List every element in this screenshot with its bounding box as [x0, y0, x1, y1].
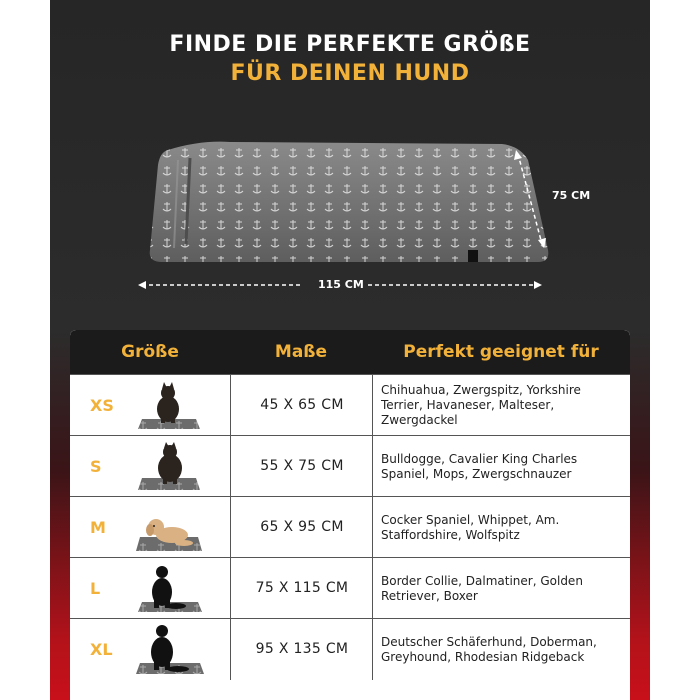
suitable-breeds: Cocker Spaniel, Whippet, Am. Staffordshire, Wolfspitz — [381, 512, 560, 542]
size-code: S — [90, 457, 102, 476]
size-code: XL — [90, 640, 113, 659]
table-row — [70, 374, 630, 435]
suitable-breeds: Bulldogge, Cavalier King Charles Spaniel, Mops, Zwergschnauzer — [381, 451, 578, 481]
measure-value: 45 X 65 CM — [260, 397, 344, 413]
header-suitable: Perfekt geeignet für — [403, 342, 599, 362]
large-black-dog-icon — [134, 564, 206, 614]
large-black-dog-icon — [134, 625, 206, 675]
small-dark-dog-icon — [134, 442, 206, 492]
table-row — [70, 618, 630, 679]
table-row — [70, 435, 630, 496]
header-size: Größe — [121, 342, 179, 362]
measure-value: 55 X 75 CM — [260, 458, 344, 474]
suitable-breeds: Border Collie, Dalmatiner, Golden Retriever, Boxer — [381, 573, 583, 603]
lying-light-dog-icon — [134, 503, 206, 553]
suitable-breeds: Chihuahua, Zwergspitz, Yorkshire Terrier, Havaneser, Malteser, Zwergdackel — [381, 383, 581, 427]
measure-value: 65 X 95 CM — [260, 519, 344, 535]
product-illustration — [50, 0, 650, 330]
table-header — [70, 330, 630, 374]
table-row — [70, 496, 630, 557]
width-label: 115 CM — [318, 278, 364, 291]
table-row — [70, 557, 630, 618]
size-table — [70, 330, 630, 700]
headline-line-1: FINDE DIE PERFEKTE GRÖßE — [169, 32, 531, 57]
depth-label: 75 CM — [552, 189, 591, 202]
header-measure: Maße — [274, 342, 328, 362]
size-code: XS — [90, 396, 114, 415]
small-dark-dog-icon — [134, 381, 206, 431]
product-panel — [50, 0, 650, 700]
measure-value: 95 X 135 CM — [255, 641, 349, 657]
measure-value: 75 X 115 CM — [255, 580, 349, 596]
size-code: M — [90, 518, 106, 537]
suitable-breeds: Deutscher Schäferhund, Doberman, Greyhound, Rhodesian Ridgeback — [381, 634, 597, 664]
headline-line-2: FÜR DEINEN HUND — [230, 61, 470, 86]
size-code: L — [90, 579, 101, 598]
